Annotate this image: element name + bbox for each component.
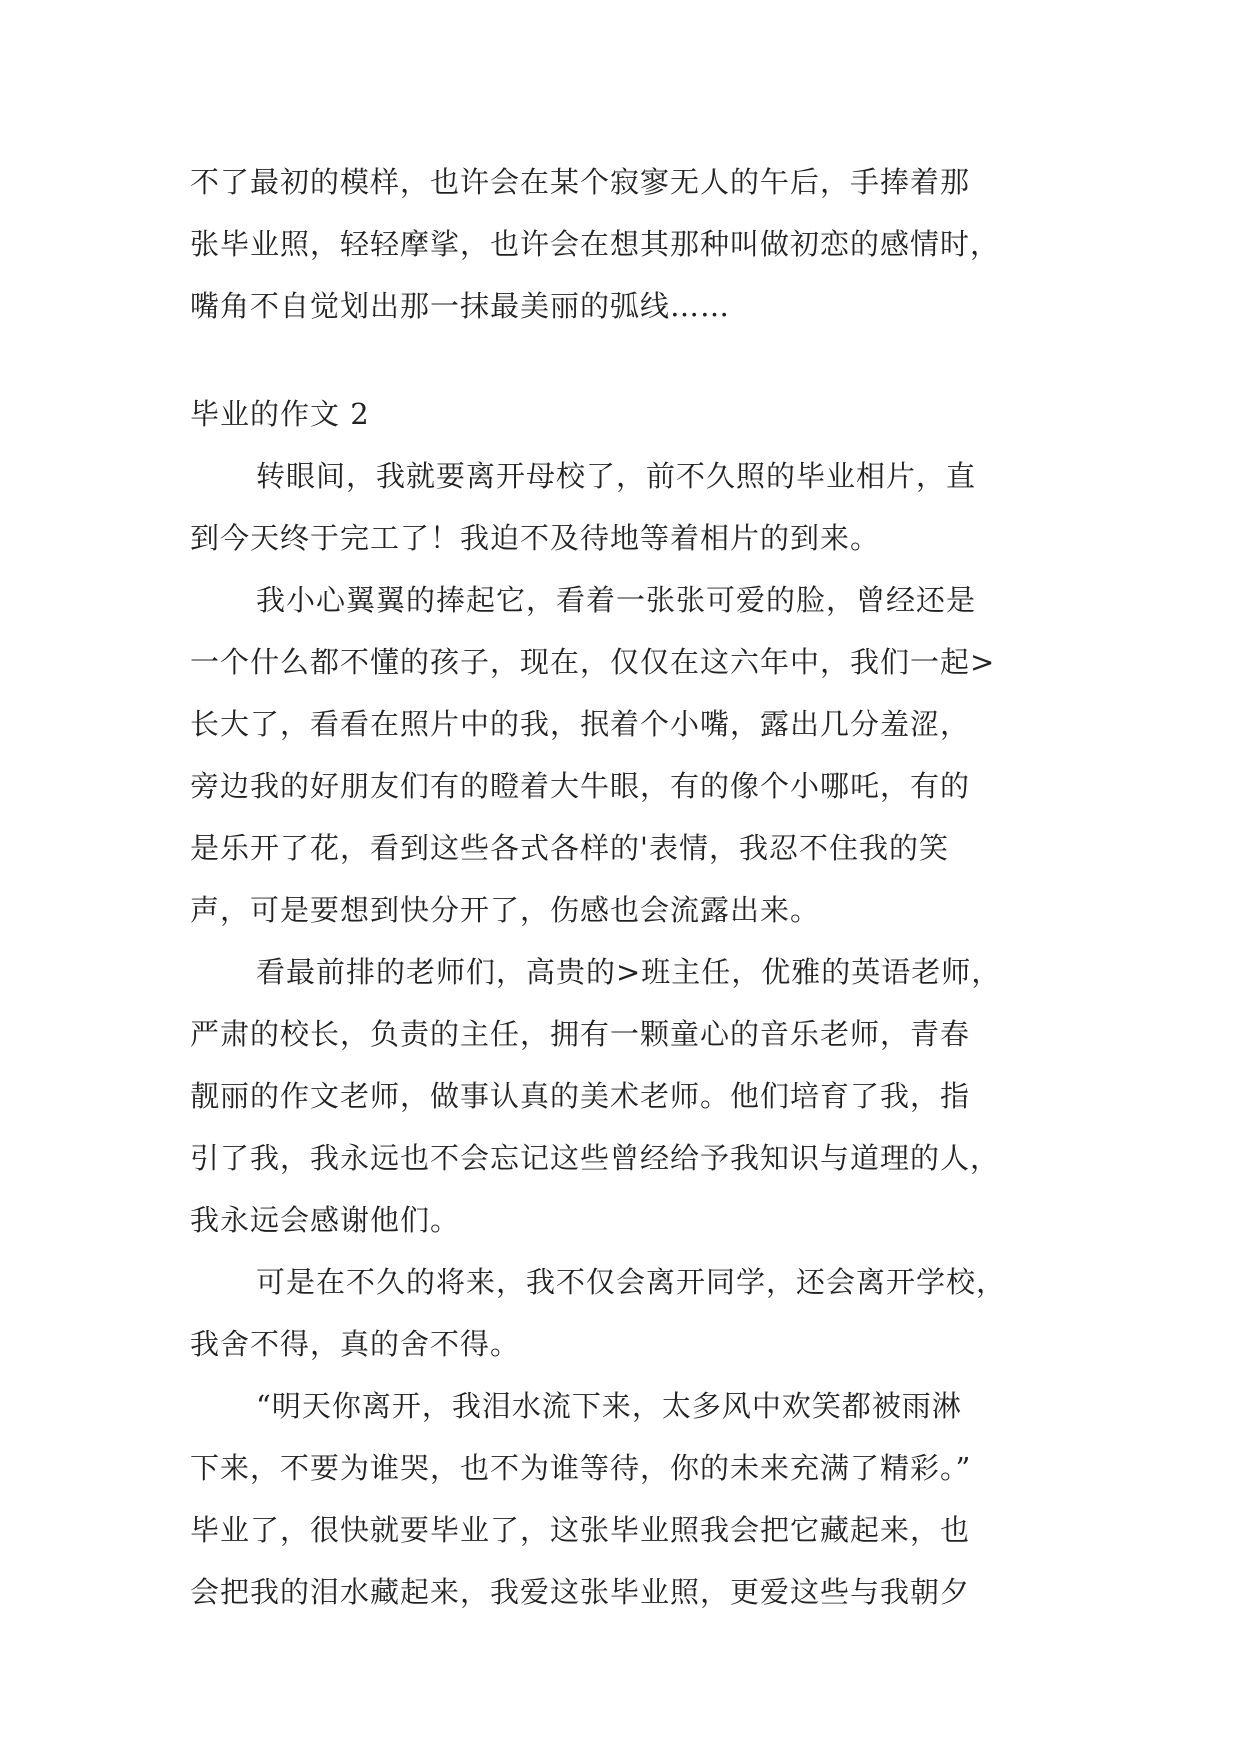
essay-body: [190, 445, 1060, 1623]
text-line: 嘴角不自觉划出那一抹最美丽的弧线……: [190, 289, 731, 323]
text-line: 一个什么都不懂的孩子，现在，仅仅在这六年中，我们一起>: [190, 645, 996, 679]
text-line: 我永远会感谢他们。: [190, 1203, 461, 1237]
text-line: 毕业了，很快就要毕业了，这张毕业照我会把它藏起来，也: [190, 1513, 971, 1547]
text-line: 我舍不得，真的舍不得。: [190, 1327, 521, 1361]
text-line: 我小心翼翼的捧起它，看着一张张可爱的脸，曾经还是: [256, 583, 977, 617]
text-line: 到今天终于完工了！我迫不及待地等着相片的到来。: [190, 521, 881, 555]
text-line: 转眼间，我就要离开母校了，前不久照的毕业相片，直: [256, 459, 977, 493]
text-line: 严肃的校长，负责的主任，拥有一颗童心的音乐老师，青春: [190, 1017, 971, 1051]
text-line: 不了最初的模样，也许会在某个寂寥无人的午后，手捧着那: [190, 165, 971, 199]
text-line: 长大了，看看在照片中的我，抿着个小嘴，露出几分羞涩，: [190, 707, 971, 741]
text-line: 可是在不久的将来，我不仅会离开同学，还会离开学校，: [256, 1265, 1007, 1299]
text-line: 下来，不要为谁哭，也不为谁等待，你的未来充满了精彩。”: [190, 1451, 972, 1485]
section-title: 毕业的作文 2: [190, 397, 370, 431]
intro-paragraph: [190, 151, 1060, 337]
text-line: 张毕业照，轻轻摩挲，也许会在想其那种叫做初恋的感情时，: [190, 227, 1001, 261]
text-line: 是乐开了花，看到这些各式各样的'表情，我忍不住我的笑: [190, 831, 949, 865]
text-line: 会把我的泪水藏起来，我爱这张毕业照，更爱这些与我朝夕: [190, 1575, 971, 1609]
text-line: 靓丽的作文老师，做事认真的美术老师。他们培育了我，指: [190, 1079, 971, 1113]
text-line: 声，可是要想到快分开了，伤感也会流露出来。: [190, 893, 821, 927]
text-line: 看最前排的老师们，高贵的>班主任，优雅的英语老师，: [256, 955, 1002, 989]
text-line: 引了我，我永远也不会忘记这些曾经给予我知识与道理的人，: [190, 1141, 1001, 1175]
text-line: “明天你离开，我泪水流下来，太多风中欢笑都被雨淋: [256, 1389, 962, 1423]
text-line: 旁边我的好朋友们有的瞪着大牛眼，有的像个小哪吒，有的: [190, 769, 971, 803]
